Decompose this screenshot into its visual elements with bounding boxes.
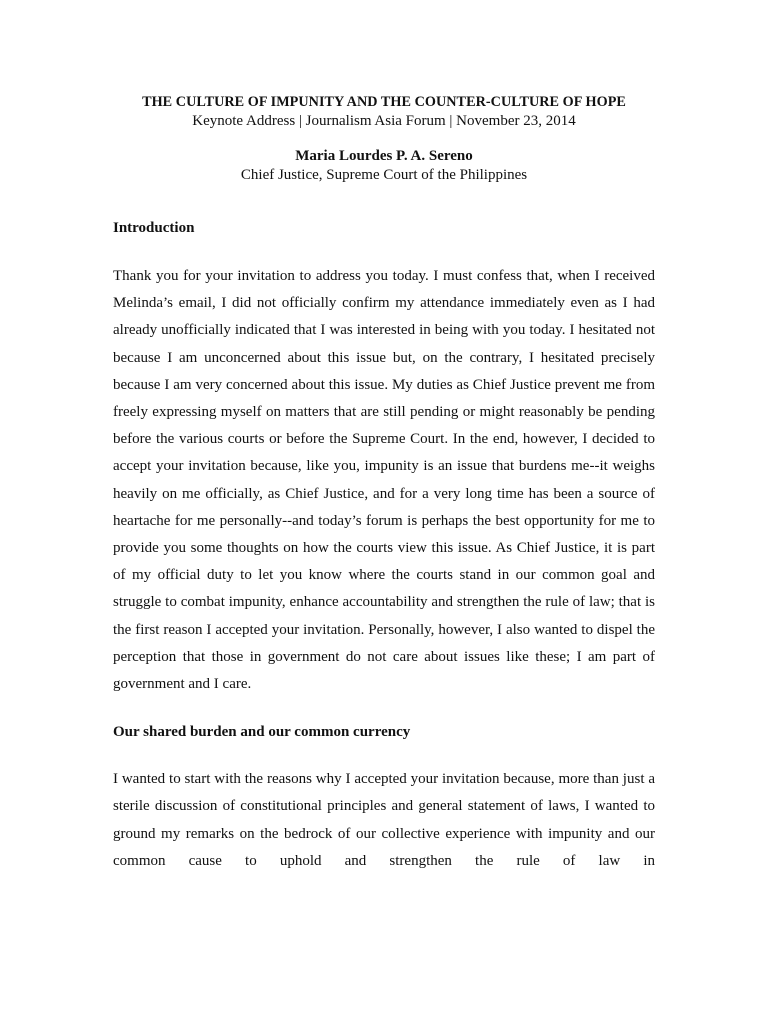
document-title: THE CULTURE OF IMPUNITY AND THE COUNTER-CULTURE OF HOPE [142,94,626,110]
section-paragraph-introduction: Thank you for your invitation to address you today. I must confess that, when I received Melinda’s email, I did not officially confirm my attendance immediately even as I had already unofficially indicated that I was interested in being with you today. I hesitated not because I am unconcerned about this issue but, on the contrary, I hesitated precisely because I am very concerned about this issue. My duties as Chief Justice prevent me from freely expressing myself on matters that are still pending or might reasonably be pending before the various courts or before the Supreme Court. In the end, however, I decided to accept your invitation because, like you, impunity is an issue that burdens me--it weighs heavily on me officially, as Chief Justice, and for a very long time has been a source of heartache for me personally--and today’s forum is perhaps the best opportunity for me to provide you some thoughts on how the courts view this issue. As Chief Justice, it is part of my official duty to let you know where the courts stand in our common goal and struggle to combat impunity, enhance accountability and strengthen the rule of law; that is the first reason I accepted your invitation. Personally, however, I also wanted to dispel the perception that those in government do not care about issues like these; I am part of government and I care. [113,268,655,693]
author-position: Chief Justice, Supreme Court of the Philippines [240,166,528,183]
section-heading-shared-burden: Our shared burden and our common currency [113,724,411,741]
document-subtitle: Keynote Address | Journalism Asia Forum | November 23, 2014 [192,112,576,129]
header-spacer [0,130,768,147]
section-heading-introduction: Introduction [113,220,195,236]
document-body [113,218,655,875]
section-paragraph-shared-burden: I wanted to start with the reasons why I accepted your invitation because, more than just a sterile discussion of constitutional principles and general statement of laws, I wanted to ground my remarks on the bedrock of our collective experience with impunity and our common cause to uphold and strengthen the rule of law in [113,771,655,869]
document-header [0,93,768,184]
author-name: Maria Lourdes P. A. Sereno [295,148,473,164]
